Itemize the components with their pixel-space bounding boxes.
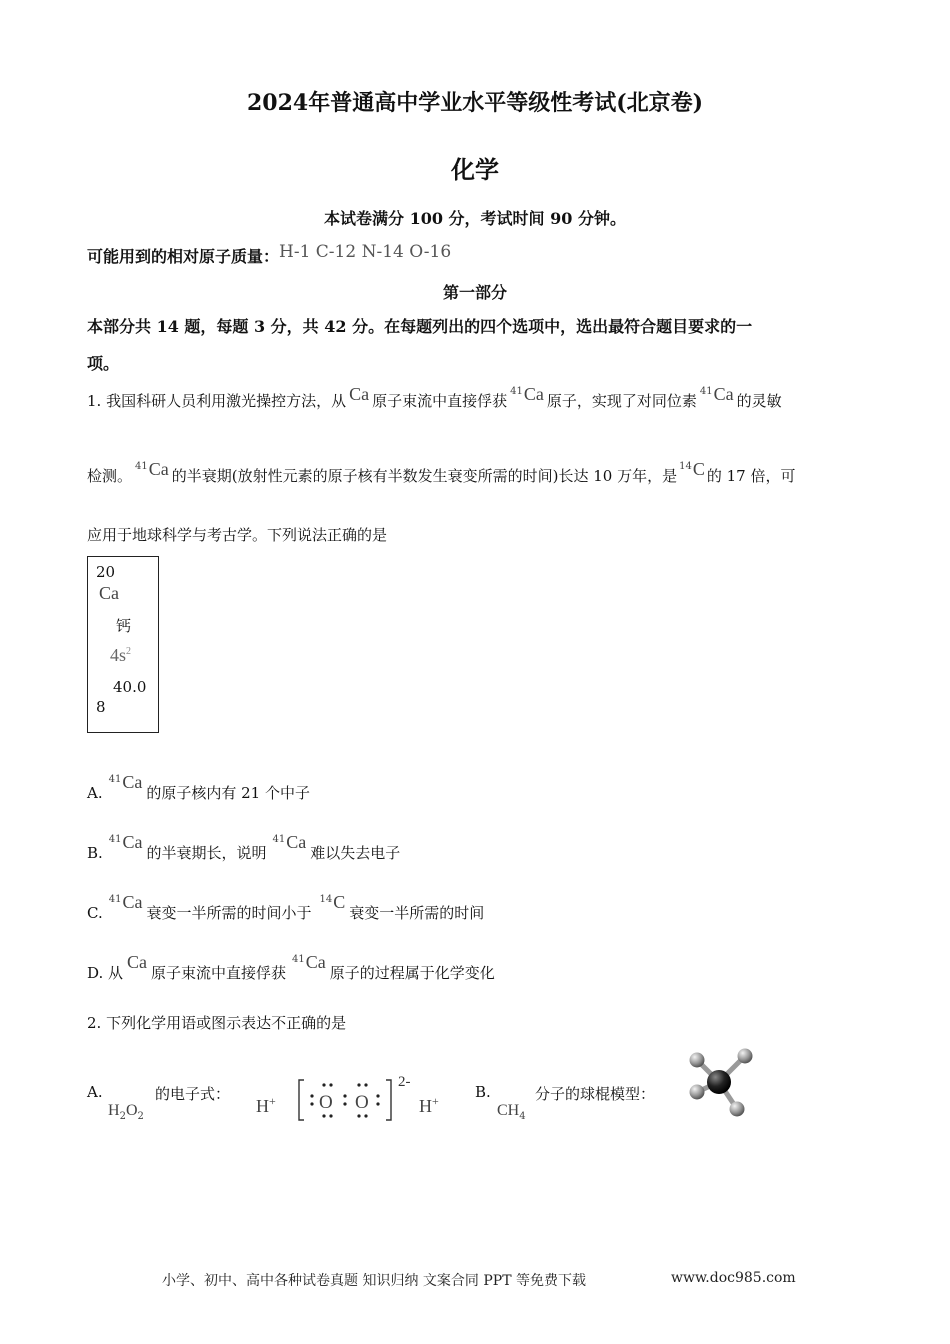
mass-number: 14 — [679, 461, 692, 472]
option-text: 的半衰期长，说明 — [146, 844, 267, 862]
q2-option-a-label: A. — [87, 1083, 103, 1101]
atomic-mass-label: 可能用到的相对原子质量： — [87, 247, 280, 266]
element-name: 钙 — [116, 617, 132, 635]
exam-info: 本试卷满分 100 分，考试时间 90 分钟。 — [324, 209, 626, 228]
part-instructions-1: 本部分共 14 题，每题 3 分，共 42 分。在每题列出的四个选项中，选出最符合题目要求的一 — [87, 317, 753, 336]
ca-symbol: Ca — [523, 384, 544, 404]
config-text: 4s — [110, 645, 127, 665]
ch4-formula — [497, 1100, 526, 1122]
ca-symbol: Ca — [713, 384, 734, 404]
charge-plus: + — [432, 1094, 439, 1108]
hydrogen-atom — [730, 1102, 745, 1117]
part-instructions-2: 项。 — [87, 354, 120, 373]
q1-option-b — [87, 832, 401, 863]
ca-symbol: Ca — [286, 832, 307, 852]
atomic-number: 20 — [96, 563, 116, 581]
q1-option-a — [87, 772, 310, 803]
atomic-mass-b: 8 — [96, 698, 106, 716]
ca41-isotope — [135, 461, 169, 479]
part-heading: 第一部分 — [442, 283, 507, 302]
q1-line-1 — [87, 384, 782, 411]
right-bracket — [386, 1080, 391, 1120]
footer-url[interactable]: www.doc985.com — [671, 1270, 796, 1286]
atomic-mass-values: H-1 C-12 N-14 O-16 — [279, 242, 452, 262]
q1-text: 1. 我国科研人员利用激光操控方法，从 — [87, 392, 347, 410]
ca41-isotope — [273, 834, 307, 852]
ch-symbols: CH — [497, 1102, 520, 1119]
option-label: B. — [87, 844, 103, 862]
q2-option-a-text: 的电子式： — [155, 1085, 231, 1103]
electron-config — [110, 645, 132, 666]
element-box-calcium — [87, 556, 159, 733]
mass-number: 14 — [319, 894, 333, 905]
q1-text: 的灵敏 — [736, 392, 782, 410]
option-text: 的原子核内有 21 个中子 — [146, 784, 310, 802]
lewis-charge: 2- — [398, 1074, 411, 1090]
subscript: 2 — [137, 1111, 144, 1123]
subscript: 2 — [119, 1111, 126, 1123]
atomic-mass-line — [87, 244, 451, 267]
o-symbol: O — [125, 1102, 138, 1119]
q1-text: 原子，实现了对同位素 — [546, 392, 697, 410]
q1-text: 的 17 倍，可 — [706, 467, 796, 485]
q1-text: 的半衰期(放射性元素的原子核有半数发生衰变所需的时间)长达 10 万年，是 — [171, 467, 678, 485]
option-text: 原子束流中直接俘获 — [151, 964, 287, 982]
q2-option-b-text: 分子的球棍模型： — [535, 1085, 656, 1103]
methane-ball-stick-model — [683, 1046, 763, 1124]
hydrogen-atom — [738, 1049, 753, 1064]
mass-number: 41 — [135, 461, 148, 472]
lewis-h-right — [419, 1094, 440, 1117]
ca41-isotope — [510, 386, 544, 404]
c14-isotope — [319, 894, 345, 912]
ca-symbol: Ca — [122, 832, 143, 852]
config-superscript: 2 — [126, 646, 132, 657]
subject-title: 化学 — [451, 155, 499, 184]
ca-symbol: Ca — [148, 459, 169, 479]
subscript: 4 — [519, 1111, 526, 1123]
mass-number: 41 — [108, 894, 122, 905]
q1-text: 原子束流中直接俘获 — [372, 392, 508, 410]
hydrogen-atom — [690, 1085, 705, 1100]
q1-line-2 — [87, 459, 796, 486]
mass-number: 41 — [292, 954, 305, 965]
c14-isotope — [679, 461, 705, 479]
ca-symbol: Ca — [127, 952, 148, 972]
mass-number: 41 — [510, 386, 523, 397]
option-text: 衰变一半所需的时间小于 — [146, 904, 312, 922]
ca41-isotope — [109, 774, 143, 792]
lewis-o-left: O — [319, 1092, 333, 1113]
charge-plus: + — [269, 1094, 276, 1108]
c-symbol: C — [333, 892, 346, 912]
q2-stem: 2. 下列化学用语或图示表达不正确的是 — [87, 1014, 347, 1032]
option-text: 难以失去电子 — [310, 844, 401, 862]
h-symbol: H — [256, 1096, 269, 1116]
q1-text: 检测。 — [87, 467, 133, 485]
ca-symbol: Ca — [122, 772, 143, 792]
carbon-atom — [707, 1070, 731, 1094]
q1-option-c — [87, 892, 485, 923]
lewis-o-right: O — [355, 1092, 369, 1113]
hydrogen-atom — [690, 1053, 705, 1068]
mass-number: 41 — [699, 386, 713, 397]
option-text: 衰变一半所需的时间 — [349, 904, 485, 922]
q2-option-b-label: B. — [475, 1083, 491, 1101]
mass-number: 41 — [108, 774, 122, 785]
left-bracket — [299, 1080, 304, 1120]
ca-symbol: Ca — [349, 384, 370, 404]
option-label: C. — [87, 904, 103, 922]
ca41-isotope — [700, 386, 734, 404]
ca41-isotope — [109, 894, 143, 912]
exam-title: 2024年普通高中学业水平等级性考试(北京卷) — [246, 90, 704, 116]
option-label: D. 从 — [87, 964, 124, 982]
h2o2-formula — [108, 1100, 144, 1122]
mass-number: 41 — [108, 834, 122, 845]
footer-text: 小学、初中、高中各种试卷真题 知识归纳 文案合同 PPT 等免费下载 — [162, 1273, 586, 1289]
ca-symbol: Ca — [305, 952, 326, 972]
lewis-h-left — [256, 1094, 277, 1117]
option-label: A. — [87, 784, 103, 802]
q1-option-d — [87, 952, 495, 983]
element-symbol: Ca — [99, 583, 119, 603]
atomic-mass-a: 40.0 — [113, 678, 147, 696]
mass-number: 41 — [272, 834, 286, 845]
ca41-isotope — [109, 834, 143, 852]
c-symbol: C — [692, 459, 705, 479]
q1-line-3: 应用于地球科学与考古学。下列说法正确的是 — [87, 526, 388, 544]
h-symbol: H — [419, 1096, 432, 1116]
ca-symbol: Ca — [122, 892, 143, 912]
ca41-isotope — [292, 954, 326, 972]
h-symbol: H — [108, 1102, 120, 1119]
peroxide-lewis-structure — [296, 1074, 401, 1126]
option-text: 原子的过程属于化学变化 — [329, 964, 495, 982]
